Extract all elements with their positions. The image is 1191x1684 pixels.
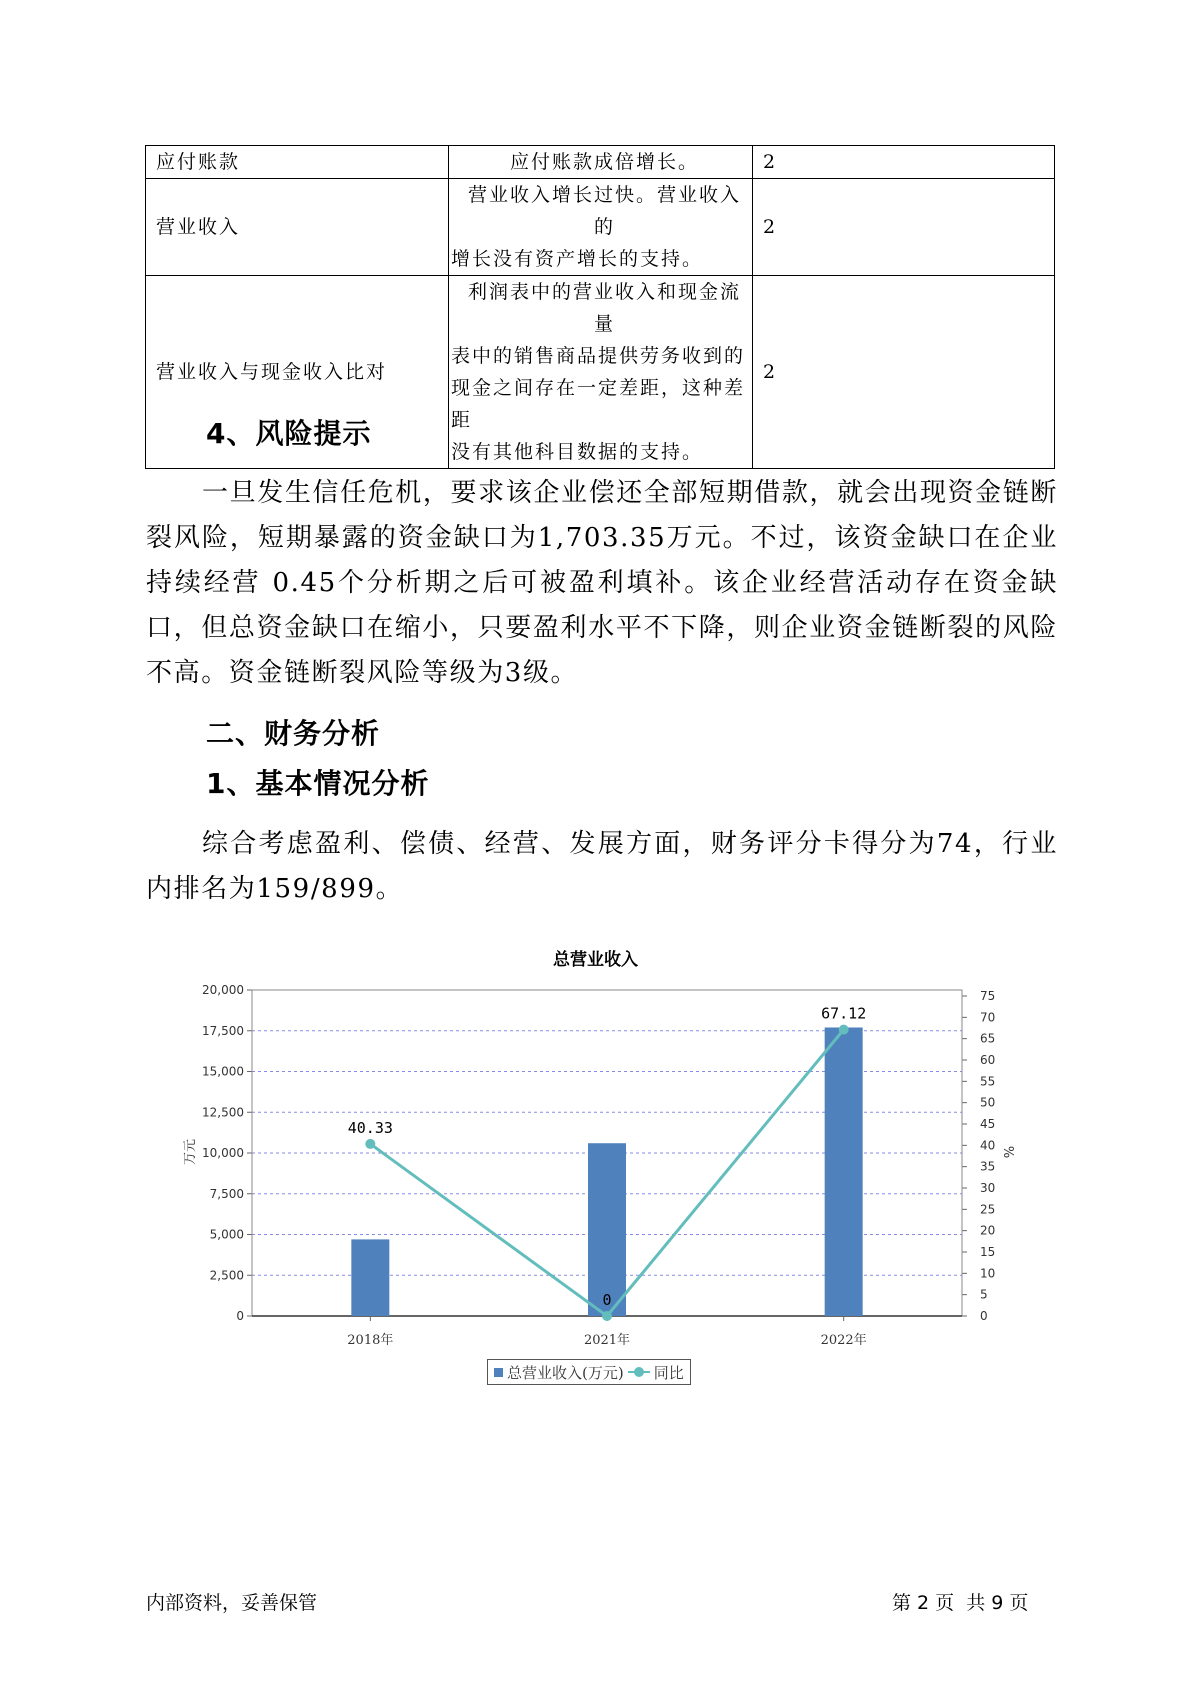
cell-score: 2: [753, 146, 1055, 179]
footer-confidential: 内部资料，妥善保管: [146, 1592, 318, 1614]
cell-score: 2: [753, 179, 1055, 276]
data-label: 67.12: [821, 1004, 867, 1023]
footer-page-number: 第 2 页 共 9 页: [892, 1592, 1029, 1614]
basic-analysis-paragraph: 综合考虑盈利、偿债、经营、发展方面，财务评分卡得分为74，行业内排名为159/899。: [146, 829, 1058, 904]
y-tick-label: 10,000: [202, 1146, 244, 1160]
data-label: 0: [602, 1291, 612, 1309]
y2-tick-label: 0: [980, 1309, 988, 1323]
y2-tick-label: 25: [980, 1202, 996, 1217]
y2-tick-label: 30: [980, 1181, 996, 1195]
y2-tick-label: 5: [980, 1287, 988, 1302]
x-tick-label: 2021年: [583, 1333, 631, 1348]
yoy-point: [602, 1311, 612, 1321]
y2-tick-label: 20: [980, 1223, 996, 1238]
y2-tick-label: 10: [980, 1266, 996, 1281]
y-tick-label: 20,000: [202, 983, 244, 997]
x-tick-label: 2018年: [347, 1333, 394, 1348]
y-tick-label: 7,500: [209, 1186, 244, 1201]
y2-tick-label: 55: [980, 1074, 996, 1089]
section-heading-risk: 4、风险提示: [206, 417, 372, 450]
y2-tick-label: 50: [980, 1095, 996, 1110]
y-tick-label: 5,000: [209, 1227, 244, 1242]
chart-title: 总营业收入: [553, 950, 638, 970]
y2-tick-label: 45: [980, 1117, 996, 1131]
yoy-point: [839, 1025, 849, 1035]
description-line: 应付账款成倍增长。: [509, 151, 699, 173]
data-label: 40.33: [347, 1118, 393, 1137]
y2-axis-label: %: [1000, 1145, 1015, 1159]
legend-label-revenue: 总营业收入(万元): [507, 1363, 624, 1382]
bar: [825, 1027, 863, 1316]
y-tick-label: 15,000: [202, 1064, 244, 1079]
cell-item: 营业收入: [146, 179, 449, 276]
chart-legend: [487, 1359, 691, 1385]
y-tick-label: 12,500: [202, 1105, 244, 1120]
description-line: 没有其他科目数据的支持。: [451, 441, 704, 463]
y2-tick-label: 70: [980, 1010, 996, 1025]
y2-tick-label: 40: [980, 1138, 996, 1153]
y2-tick-label: 65: [980, 1031, 996, 1046]
x-tick-label: 2022年: [820, 1333, 867, 1348]
y-axis-label: 万元: [183, 1138, 198, 1166]
y2-tick-label: 60: [980, 1053, 996, 1067]
bar: [351, 1239, 389, 1316]
description-line: 利润表中的营业收入和现金流量: [467, 281, 741, 335]
section-heading-financial-analysis: 二、财务分析: [206, 717, 381, 750]
description-line: 现金之间存在一定差距，这种差距: [451, 377, 746, 431]
legend-label-yoy: 同比: [653, 1363, 684, 1382]
cell-item: 营业收入与现金收入比对: [146, 276, 449, 469]
description-line: 增长没有资产增长的支持。: [451, 248, 704, 270]
y2-tick-label: 15: [980, 1245, 996, 1259]
y-tick-label: 0: [236, 1309, 244, 1323]
yoy-point: [365, 1139, 375, 1149]
legend-bar-swatch: [494, 1368, 503, 1377]
y2-tick-label: 75: [980, 989, 996, 1003]
y2-tick-label: 35: [980, 1159, 996, 1174]
description-line: 表中的销售商品提供劳务收到的: [451, 345, 746, 367]
y-tick-label: 17,500: [202, 1023, 244, 1038]
cell-item: 应付账款: [146, 146, 449, 179]
y-tick-label: 2,500: [209, 1268, 244, 1283]
risk-paragraph: 一旦发生信任危机，要求该企业偿还全部短期借款，就会出现资金链断裂风险，短期暴露的资金缺口为1,703.35万元。不过，该资金缺口在企业持续经营 0.45个分析期之后可被盈利填补。该企业经营活动存在资金缺口，但总资金缺口在缩小，只要盈利水平不下降，则企业资金链断裂的风险不高。资金链断裂风险等级为3级。: [146, 478, 1058, 688]
cell-score: 2: [753, 276, 1055, 469]
description-line: 营业收入增长过快。营业收入的: [467, 184, 741, 238]
section-heading-basic-analysis: 1、基本情况分析: [206, 767, 430, 800]
legend-line-swatch: [628, 1366, 650, 1378]
